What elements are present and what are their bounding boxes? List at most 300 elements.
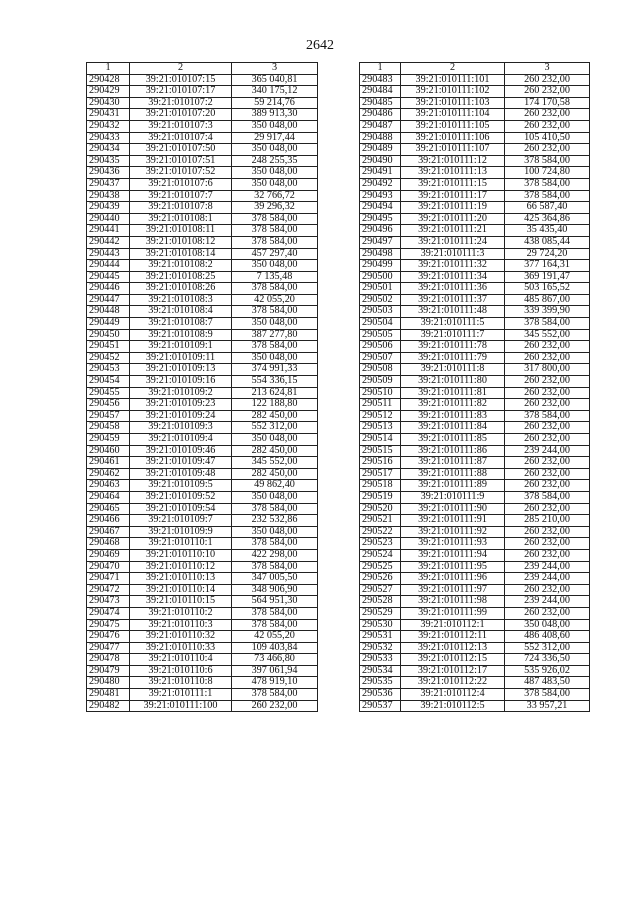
table-header-row — [360, 63, 590, 75]
row-number-cell: 290449 — [87, 318, 130, 330]
row-number-cell: 290499 — [360, 260, 401, 272]
value-cell: 29 724,20 — [505, 248, 590, 260]
table-row — [87, 642, 318, 654]
row-number-cell: 290508 — [360, 364, 401, 376]
cadastral-number-cell: 39:21:010111:87 — [401, 457, 505, 469]
row-number-cell: 290514 — [360, 434, 401, 446]
value-cell: 345 552,00 — [232, 457, 318, 469]
row-number-cell: 290480 — [87, 677, 130, 689]
cadastral-number-cell: 39:21:010107:6 — [130, 178, 232, 190]
value-cell: 260 232,00 — [505, 538, 590, 550]
value-cell: 422 298,00 — [232, 549, 318, 561]
cadastral-number-cell: 39:21:010110:13 — [130, 573, 232, 585]
table-row — [360, 665, 590, 677]
cadastral-number-cell: 39:21:010111:96 — [401, 573, 505, 585]
value-cell: 260 232,00 — [505, 120, 590, 132]
cadastral-number-cell: 39:21:010109:16 — [130, 376, 232, 388]
value-cell: 564 951,30 — [232, 596, 318, 608]
table-row — [360, 480, 590, 492]
row-number-cell: 290474 — [87, 607, 130, 619]
row-number-cell: 290450 — [87, 329, 130, 341]
cadastral-number-cell: 39:21:010111:104 — [401, 109, 505, 121]
value-cell: 7 135,48 — [232, 271, 318, 283]
table-row — [87, 120, 318, 132]
table-row — [360, 503, 590, 515]
row-number-cell: 290515 — [360, 445, 401, 457]
value-cell: 378 584,00 — [505, 689, 590, 701]
value-cell: 260 232,00 — [505, 480, 590, 492]
row-number-cell: 290513 — [360, 422, 401, 434]
cadastral-number-cell: 39:21:010108:25 — [130, 271, 232, 283]
column-header-3: 3 — [232, 63, 318, 75]
cadastral-number-cell: 39:21:010111:20 — [401, 213, 505, 225]
row-number-cell: 290536 — [360, 689, 401, 701]
value-cell: 503 165,52 — [505, 283, 590, 295]
value-cell: 350 048,00 — [232, 260, 318, 272]
value-cell: 260 232,00 — [505, 457, 590, 469]
cadastral-number-cell: 39:21:010111:3 — [401, 248, 505, 260]
cadastral-number-cell: 39:21:010107:8 — [130, 202, 232, 214]
row-number-cell: 290466 — [87, 515, 130, 527]
table-row — [87, 526, 318, 538]
cadastral-number-cell: 39:21:010110:14 — [130, 584, 232, 596]
row-number-cell: 290520 — [360, 503, 401, 515]
cadastral-number-cell: 39:21:010111:91 — [401, 515, 505, 527]
value-cell: 260 232,00 — [505, 144, 590, 156]
row-number-cell: 290504 — [360, 318, 401, 330]
table-row — [87, 515, 318, 527]
row-number-cell: 290509 — [360, 376, 401, 388]
table-row — [360, 86, 590, 98]
row-number-cell: 290500 — [360, 271, 401, 283]
value-cell: 378 584,00 — [232, 213, 318, 225]
table-row — [360, 596, 590, 608]
row-number-cell: 290489 — [360, 144, 401, 156]
row-number-cell: 290519 — [360, 491, 401, 503]
value-cell: 345 552,00 — [505, 329, 590, 341]
table-row — [87, 665, 318, 677]
column-header-1: 1 — [360, 63, 401, 75]
table-row — [87, 538, 318, 550]
row-number-cell: 290433 — [87, 132, 130, 144]
value-cell: 350 048,00 — [232, 167, 318, 179]
table-row — [87, 294, 318, 306]
cadastral-number-cell: 39:21:010111:82 — [401, 399, 505, 411]
row-number-cell: 290521 — [360, 515, 401, 527]
row-number-cell: 290488 — [360, 132, 401, 144]
value-cell: 260 232,00 — [505, 526, 590, 538]
table-row — [87, 631, 318, 643]
row-number-cell: 290492 — [360, 178, 401, 190]
cadastral-number-cell: 39:21:010110:1 — [130, 538, 232, 550]
cadastral-number-cell: 39:21:010111:93 — [401, 538, 505, 550]
cadastral-number-cell: 39:21:010111:13 — [401, 167, 505, 179]
value-cell: 350 048,00 — [505, 619, 590, 631]
row-number-cell: 290532 — [360, 642, 401, 654]
cadastral-number-cell: 39:21:010111:1 — [130, 689, 232, 701]
row-number-cell: 290487 — [360, 120, 401, 132]
table-row — [87, 236, 318, 248]
table-row — [87, 491, 318, 503]
value-cell: 486 408,60 — [505, 631, 590, 643]
cadastral-number-cell: 39:21:010108:9 — [130, 329, 232, 341]
cadastral-number-cell: 39:21:010111:8 — [401, 364, 505, 376]
register-table-right — [359, 62, 590, 712]
cadastral-number-cell: 39:21:010109:24 — [130, 410, 232, 422]
table-row — [87, 480, 318, 492]
cadastral-number-cell: 39:21:010111:95 — [401, 561, 505, 573]
value-cell: 232 532,86 — [232, 515, 318, 527]
table-row — [360, 109, 590, 121]
cadastral-number-cell: 39:21:010111:15 — [401, 178, 505, 190]
cadastral-number-cell: 39:21:010109:23 — [130, 399, 232, 411]
value-cell: 282 450,00 — [232, 445, 318, 457]
row-number-cell: 290428 — [87, 74, 130, 86]
table-row — [87, 654, 318, 666]
table-row — [87, 689, 318, 701]
row-number-cell: 290522 — [360, 526, 401, 538]
cadastral-number-cell: 39:21:010111:85 — [401, 434, 505, 446]
cadastral-number-cell: 39:21:010111:92 — [401, 526, 505, 538]
value-cell: 260 232,00 — [505, 468, 590, 480]
table-row — [87, 97, 318, 109]
column-header-3: 3 — [505, 63, 590, 75]
cadastral-number-cell: 39:21:010109:1 — [130, 341, 232, 353]
cadastral-number-cell: 39:21:010111:83 — [401, 410, 505, 422]
row-number-cell: 290510 — [360, 387, 401, 399]
cadastral-number-cell: 39:21:010111:99 — [401, 607, 505, 619]
table-row — [360, 225, 590, 237]
cadastral-number-cell: 39:21:010111:101 — [401, 74, 505, 86]
table-row — [360, 619, 590, 631]
value-cell: 378 584,00 — [505, 318, 590, 330]
row-number-cell: 290494 — [360, 202, 401, 214]
row-number-cell: 290468 — [87, 538, 130, 550]
cadastral-number-cell: 39:21:010112:22 — [401, 677, 505, 689]
cadastral-number-cell: 39:21:010111:80 — [401, 376, 505, 388]
table-row — [360, 549, 590, 561]
row-number-cell: 290475 — [87, 619, 130, 631]
table-row — [360, 318, 590, 330]
value-cell: 724 336,50 — [505, 654, 590, 666]
cadastral-number-cell: 39:21:010110:3 — [130, 619, 232, 631]
cadastral-number-cell: 39:21:010111:12 — [401, 155, 505, 167]
row-number-cell: 290481 — [87, 689, 130, 701]
row-number-cell: 290478 — [87, 654, 130, 666]
table-row — [360, 515, 590, 527]
cadastral-number-cell: 39:21:010111:81 — [401, 387, 505, 399]
cadastral-number-cell: 39:21:010111:37 — [401, 294, 505, 306]
cadastral-number-cell: 39:21:010108:4 — [130, 306, 232, 318]
cadastral-number-cell: 39:21:010109:4 — [130, 434, 232, 446]
cadastral-number-cell: 39:21:010112:1 — [401, 619, 505, 631]
row-number-cell: 290472 — [87, 584, 130, 596]
row-number-cell: 290495 — [360, 213, 401, 225]
table-row — [87, 434, 318, 446]
value-cell: 260 232,00 — [505, 607, 590, 619]
row-number-cell: 290516 — [360, 457, 401, 469]
cadastral-number-cell: 39:21:010108:7 — [130, 318, 232, 330]
row-number-cell: 290442 — [87, 236, 130, 248]
row-number-cell: 290483 — [360, 74, 401, 86]
row-number-cell: 290533 — [360, 654, 401, 666]
value-cell: 339 399,90 — [505, 306, 590, 318]
value-cell: 377 164,31 — [505, 260, 590, 272]
value-cell: 347 005,50 — [232, 573, 318, 585]
cadastral-number-cell: 39:21:010107:50 — [130, 144, 232, 156]
table-row — [87, 213, 318, 225]
cadastral-number-cell: 39:21:010112:17 — [401, 665, 505, 677]
row-number-cell: 290507 — [360, 352, 401, 364]
table-row — [360, 376, 590, 388]
table-row — [87, 399, 318, 411]
value-cell: 378 584,00 — [232, 561, 318, 573]
table-row — [87, 271, 318, 283]
table-row — [87, 677, 318, 689]
cadastral-number-cell: 39:21:010109:46 — [130, 445, 232, 457]
table-row — [360, 584, 590, 596]
table-row — [87, 202, 318, 214]
cadastral-number-cell: 39:21:010111:86 — [401, 445, 505, 457]
cadastral-number-cell: 39:21:010112:13 — [401, 642, 505, 654]
register-table-left — [86, 62, 318, 712]
column-header-2: 2 — [130, 63, 232, 75]
cadastral-number-cell: 39:21:010111:89 — [401, 480, 505, 492]
table-row — [87, 549, 318, 561]
cadastral-number-cell: 39:21:010109:7 — [130, 515, 232, 527]
row-number-cell: 290493 — [360, 190, 401, 202]
row-number-cell: 290454 — [87, 376, 130, 388]
value-cell: 350 048,00 — [232, 434, 318, 446]
cadastral-number-cell: 39:21:010109:11 — [130, 352, 232, 364]
row-number-cell: 290523 — [360, 538, 401, 550]
table-row — [87, 167, 318, 179]
row-number-cell: 290436 — [87, 167, 130, 179]
value-cell: 260 232,00 — [505, 352, 590, 364]
cadastral-number-cell: 39:21:010107:51 — [130, 155, 232, 167]
value-cell: 378 584,00 — [232, 236, 318, 248]
table-row — [360, 132, 590, 144]
cadastral-number-cell: 39:21:010111:107 — [401, 144, 505, 156]
value-cell: 66 587,40 — [505, 202, 590, 214]
cadastral-number-cell: 39:21:010108:26 — [130, 283, 232, 295]
row-number-cell: 290530 — [360, 619, 401, 631]
row-number-cell: 290465 — [87, 503, 130, 515]
value-cell: 397 061,94 — [232, 665, 318, 677]
row-number-cell: 290469 — [87, 549, 130, 561]
row-number-cell: 290451 — [87, 341, 130, 353]
value-cell: 378 584,00 — [232, 341, 318, 353]
cadastral-number-cell: 39:21:010109:9 — [130, 526, 232, 538]
value-cell: 260 232,00 — [505, 422, 590, 434]
table-row — [87, 190, 318, 202]
table-row — [360, 213, 590, 225]
value-cell: 378 584,00 — [232, 503, 318, 515]
value-cell: 389 913,30 — [232, 109, 318, 121]
row-number-cell: 290501 — [360, 283, 401, 295]
table-row — [87, 86, 318, 98]
value-cell: 378 584,00 — [232, 538, 318, 550]
row-number-cell: 290441 — [87, 225, 130, 237]
row-number-cell: 290486 — [360, 109, 401, 121]
table-row — [360, 410, 590, 422]
table-row — [360, 120, 590, 132]
table-row — [87, 619, 318, 631]
value-cell: 350 048,00 — [232, 178, 318, 190]
cadastral-number-cell: 39:21:010107:52 — [130, 167, 232, 179]
value-cell: 350 048,00 — [232, 120, 318, 132]
cadastral-number-cell: 39:21:010111:36 — [401, 283, 505, 295]
value-cell: 350 048,00 — [232, 491, 318, 503]
table-row — [87, 178, 318, 190]
row-number-cell: 290526 — [360, 573, 401, 585]
row-number-cell: 290464 — [87, 491, 130, 503]
table-row — [360, 271, 590, 283]
cadastral-number-cell: 39:21:010107:15 — [130, 74, 232, 86]
value-cell: 39 296,32 — [232, 202, 318, 214]
value-cell: 239 244,00 — [505, 596, 590, 608]
value-cell: 32 766,72 — [232, 190, 318, 202]
cadastral-number-cell: 39:21:010112:15 — [401, 654, 505, 666]
table-row — [360, 700, 590, 712]
table-row — [87, 387, 318, 399]
value-cell: 35 435,40 — [505, 225, 590, 237]
value-cell: 174 170,58 — [505, 97, 590, 109]
table-row — [360, 202, 590, 214]
table-row — [360, 236, 590, 248]
cadastral-number-cell: 39:21:010110:6 — [130, 665, 232, 677]
cadastral-number-cell: 39:21:010110:12 — [130, 561, 232, 573]
row-number-cell: 290535 — [360, 677, 401, 689]
value-cell: 369 191,47 — [505, 271, 590, 283]
row-number-cell: 290463 — [87, 480, 130, 492]
table-header-row — [87, 63, 318, 75]
row-number-cell: 290459 — [87, 434, 130, 446]
cadastral-number-cell: 39:21:010111:34 — [401, 271, 505, 283]
row-number-cell: 290477 — [87, 642, 130, 654]
table-row — [87, 155, 318, 167]
row-number-cell: 290502 — [360, 294, 401, 306]
row-number-cell: 290524 — [360, 549, 401, 561]
value-cell: 260 232,00 — [232, 700, 318, 712]
cadastral-number-cell: 39:21:010108:12 — [130, 236, 232, 248]
row-number-cell: 290490 — [360, 155, 401, 167]
value-cell: 239 244,00 — [505, 445, 590, 457]
value-cell: 487 483,50 — [505, 677, 590, 689]
table-row — [360, 573, 590, 585]
cadastral-number-cell: 39:21:010111:97 — [401, 584, 505, 596]
value-cell: 285 210,00 — [505, 515, 590, 527]
row-number-cell: 290482 — [87, 700, 130, 712]
table-row — [360, 654, 590, 666]
table-row — [360, 631, 590, 643]
value-cell: 350 048,00 — [232, 352, 318, 364]
row-number-cell: 290525 — [360, 561, 401, 573]
cadastral-number-cell: 39:21:010110:32 — [130, 631, 232, 643]
value-cell: 378 584,00 — [505, 190, 590, 202]
row-number-cell: 290467 — [87, 526, 130, 538]
cadastral-number-cell: 39:21:010109:48 — [130, 468, 232, 480]
cadastral-number-cell: 39:21:010111:21 — [401, 225, 505, 237]
value-cell: 317 800,00 — [505, 364, 590, 376]
table-row — [360, 399, 590, 411]
row-number-cell: 290447 — [87, 294, 130, 306]
row-number-cell: 290437 — [87, 178, 130, 190]
table-row — [87, 260, 318, 272]
value-cell: 33 957,21 — [505, 700, 590, 712]
cadastral-number-cell: 39:21:010110:33 — [130, 642, 232, 654]
table-row — [360, 260, 590, 272]
row-number-cell: 290431 — [87, 109, 130, 121]
row-number-cell: 290503 — [360, 306, 401, 318]
value-cell: 378 584,00 — [232, 283, 318, 295]
register-rows-left — [87, 74, 318, 712]
row-number-cell: 290528 — [360, 596, 401, 608]
value-cell: 552 312,00 — [232, 422, 318, 434]
value-cell: 378 584,00 — [505, 410, 590, 422]
value-cell: 378 584,00 — [232, 306, 318, 318]
row-number-cell: 290484 — [360, 86, 401, 98]
table-row — [360, 677, 590, 689]
cadastral-number-cell: 39:21:010111:84 — [401, 422, 505, 434]
cadastral-number-cell: 39:21:010111:90 — [401, 503, 505, 515]
value-cell: 260 232,00 — [505, 387, 590, 399]
table-row — [360, 642, 590, 654]
table-row — [87, 109, 318, 121]
cadastral-number-cell: 39:21:010109:3 — [130, 422, 232, 434]
table-row — [360, 74, 590, 86]
row-number-cell: 290505 — [360, 329, 401, 341]
value-cell: 260 232,00 — [505, 549, 590, 561]
value-cell: 239 244,00 — [505, 561, 590, 573]
row-number-cell: 290531 — [360, 631, 401, 643]
cadastral-number-cell: 39:21:010111:102 — [401, 86, 505, 98]
cadastral-number-cell: 39:21:010110:10 — [130, 549, 232, 561]
value-cell: 552 312,00 — [505, 642, 590, 654]
table-row — [87, 283, 318, 295]
table-row — [87, 352, 318, 364]
table-row — [87, 74, 318, 86]
table-row — [360, 341, 590, 353]
value-cell: 340 175,12 — [232, 86, 318, 98]
cadastral-number-cell: 39:21:010111:106 — [401, 132, 505, 144]
table-row — [87, 700, 318, 712]
table-row — [87, 573, 318, 585]
row-number-cell: 290452 — [87, 352, 130, 364]
table-row — [87, 468, 318, 480]
table-row — [360, 178, 590, 190]
cadastral-number-cell: 39:21:010108:1 — [130, 213, 232, 225]
value-cell: 260 232,00 — [505, 503, 590, 515]
value-cell: 378 584,00 — [232, 225, 318, 237]
value-cell: 239 244,00 — [505, 573, 590, 585]
row-number-cell: 290537 — [360, 700, 401, 712]
cadastral-number-cell: 39:21:010111:105 — [401, 120, 505, 132]
row-number-cell: 290470 — [87, 561, 130, 573]
cadastral-number-cell: 39:21:010111:32 — [401, 260, 505, 272]
cadastral-number-cell: 39:21:010110:15 — [130, 596, 232, 608]
table-row — [360, 607, 590, 619]
row-number-cell: 290498 — [360, 248, 401, 260]
row-number-cell: 290479 — [87, 665, 130, 677]
cadastral-number-cell: 39:21:010109:47 — [130, 457, 232, 469]
table-row — [87, 457, 318, 469]
table-row — [87, 144, 318, 156]
table-row — [87, 561, 318, 573]
value-cell: 457 297,40 — [232, 248, 318, 260]
value-cell: 374 991,33 — [232, 364, 318, 376]
row-number-cell: 290453 — [87, 364, 130, 376]
